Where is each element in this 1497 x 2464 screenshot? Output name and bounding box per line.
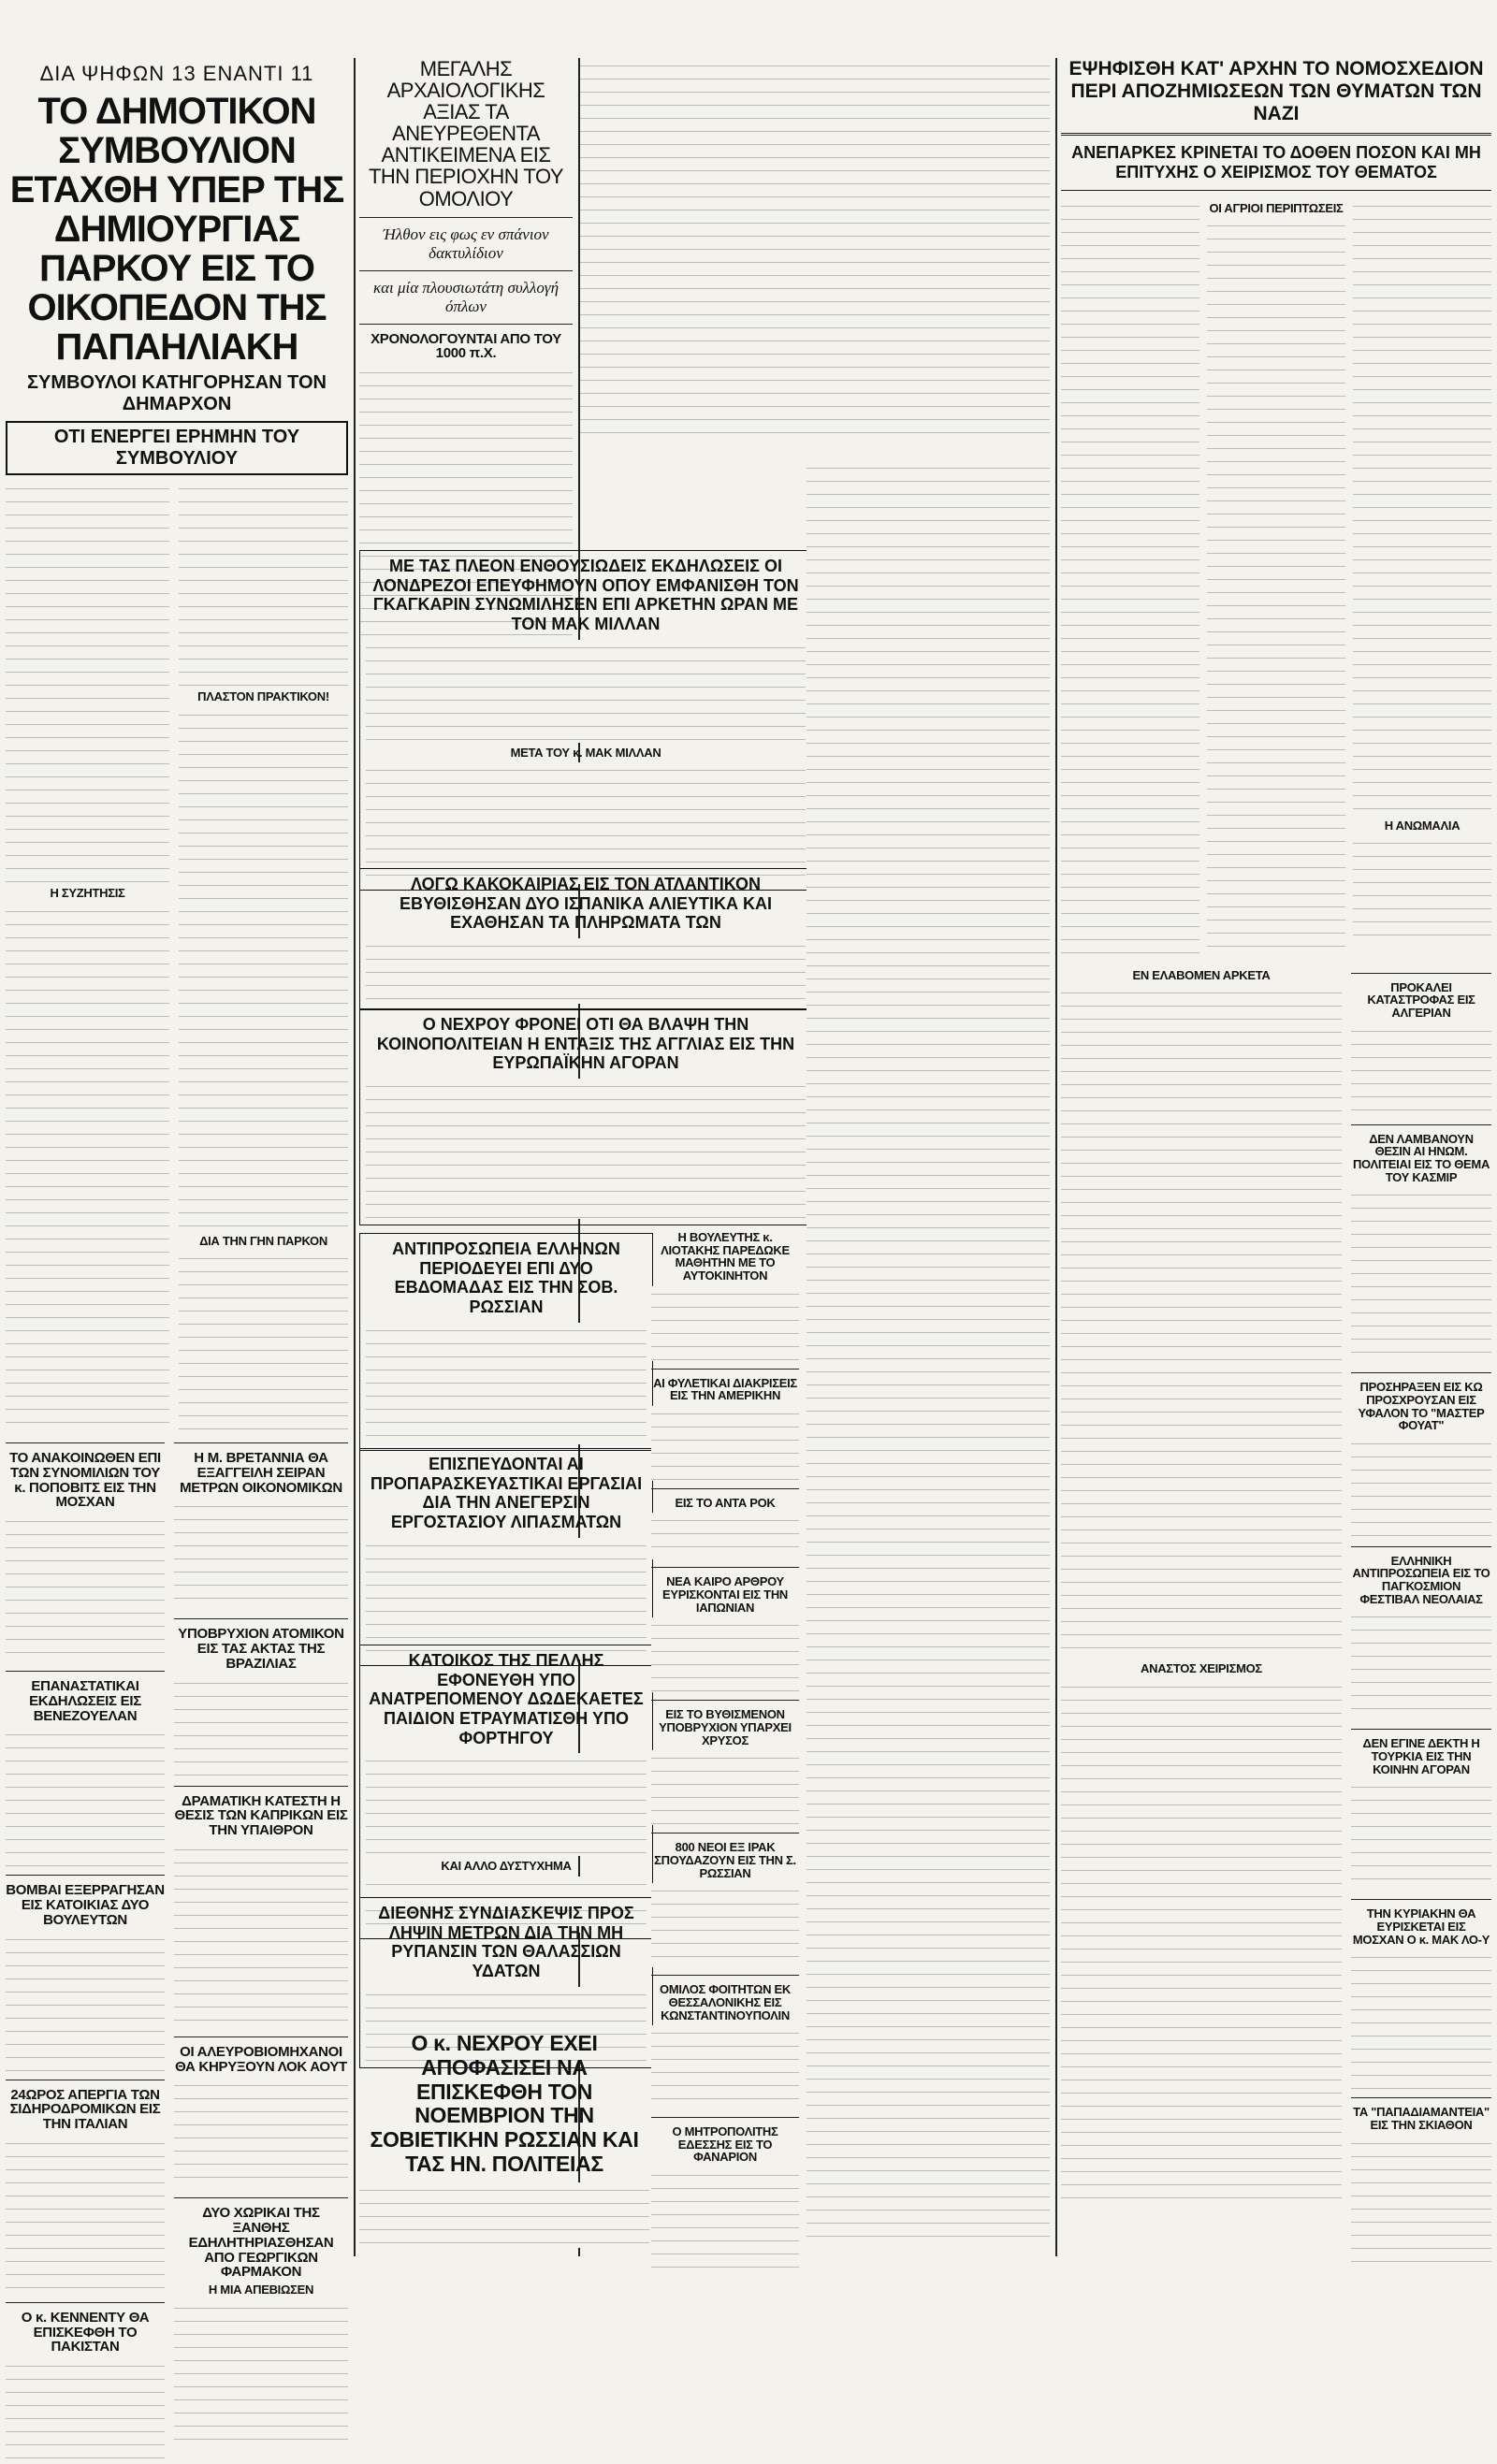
right-headline-2: ΑΝΕΠΑΡΚΕΣ ΚΡΙΝΕΤΑΙ ΤΟ ΔΟΘΕΝ ΠΟΣΟΝ ΚΑΙ ΜΗ ΕΠΙΤΥΧΗΣ Ο ΧΕΙΡΙΣΜΟΣ ΤΟΥ ΘΕΜΑΤΟΣ — [1071, 143, 1481, 182]
story-text-block — [1351, 1023, 1491, 1117]
sea-pollution-headline: ΔΙΕΘΝΗΣ ΣΥΝΔΙΑΣΚΕΨΙΣ ΠΡΟΣ ΛΗΨΙΝ ΜΕΤΡΩΝ ΔΙΑ ΤΗΝ ΜΗ ΡΥΠΑΝΣΙΝ ΤΩΝ ΘΑΛΑΣΣΙΩΝ ΥΔΑΤΩΝ — [378, 1904, 634, 1981]
right-lead-col-c — [1353, 198, 1491, 949]
story-headline: ΔΕΝ ΕΓΙΝΕ ΔΕΚΤΗ Η ΤΟΥΡΚΙΑ ΕΙΣ ΤΗΝ ΚΟΙΝΗΝ ΑΓΟΡΑΝ — [1362, 1736, 1480, 1776]
story-text-block — [1061, 985, 1342, 1659]
pella-story — [359, 1645, 653, 1939]
column-rule — [1055, 58, 1057, 2256]
archaeology-italic-2: και μία πλουσιωτάτη συλλογή όπλων — [372, 278, 560, 315]
right-lower — [1061, 965, 1491, 2303]
story-text-block — [807, 460, 1050, 2238]
fertilizer-story — [359, 1448, 653, 1666]
story-text-block — [6, 2136, 165, 2295]
delegation-story — [359, 1233, 653, 1451]
story-text-block — [1353, 835, 1491, 948]
right-lower-narrow — [1351, 965, 1491, 2267]
gagarin-subheadline: ΜΕΤΑ ΤΟΥ κ. ΜΑΚ ΜΙΛΛΑΝ — [510, 745, 661, 760]
lead-body-col-b — [179, 481, 348, 1435]
story-headline: ΒΟΜΒΑΙ ΕΞΕΡΡΑΓΗΣΑΝ ΕΙΣ ΚΑΤΟΙΚΙΑΣ ΔΥΟ ΒΟΥΛΕΥΤΩΝ — [6, 1882, 165, 1928]
right-subhead-4: Η ΑΝΩΜΑΛΙΑ — [1384, 818, 1461, 833]
story-headline: ΤΑ "ΠΑΠΑΔΙΑΜΑΝΤΕΙΑ" ΕΙΣ ΤΗΝ ΣΚΙΑΘΟΝ — [1353, 2105, 1490, 2132]
top-kicker: ΔΙΑ ΨΗΦΩΝ 13 ΕΝΑΝΤΙ 11 — [39, 62, 314, 85]
story-headline: Η ΒΟΥΛΕΥΤΗΣ κ. ΛΙΟΤΑΚΗΣ ΠΑΡΕΔΩΚΕ ΜΑΘΗΤΗΝ ΜΕ ΤΟ ΑΥΤΟΚΙΝΗΤΟΝ — [661, 1230, 790, 1283]
archaeology-italic-1: Ήλθον εις φως εν σπάνιον δακτυλίδιον — [383, 225, 549, 262]
lead-text-block — [179, 481, 348, 687]
right-subhead-1: ΟΙ ΑΓΡΙΟΙ ΠΕΡΙΠΤΩΣΕΙΣ — [1209, 200, 1344, 215]
story-text-block — [651, 1513, 799, 1559]
story-text-block — [174, 2078, 348, 2190]
story-text-block — [366, 1323, 647, 1444]
story-text-block — [366, 1753, 647, 1856]
story-text-block — [651, 2025, 799, 2109]
story-text-block — [174, 2300, 348, 2441]
story-headline: Η Μ. ΒΡΕΤΑΝΝΙΑ ΘΑ ΕΞΑΓΓΕΙΛΗ ΣΕΙΡΑΝ ΜΕΤΡΩΝ ΟΙΚΟΝΟΜΙΚΩΝ — [180, 1450, 342, 1496]
story-headline: ΠΡΟΚΑΛΕΙ ΚΑΤΑΣΤΡΟΦΑΣ ΕΙΣ ΑΛΓΕΡΙΑΝ — [1367, 979, 1475, 1021]
story-subheadline: Η ΜΙΑ ΑΠΕΒΙΩΣΕΝ — [208, 2283, 314, 2297]
story-headline: ΥΠΟΒΡΥΧΙΟΝ ΑΤΟΜΙΚΟΝ ΕΙΣ ΤΑΣ ΑΚΤΑΣ ΤΗΣ ΒΡΑΖΙΛΙΑΣ — [178, 1626, 344, 1672]
fertilizer-headline: ΕΠΙΣΠΕΥΔΟΝΤΑΙ ΑΙ ΠΡΟΠΑΡΑΣΚΕΥΑΣΤΙΚΑΙ ΕΡΓΑΣΙΑΙ ΔΙΑ ΤΗΝ ΑΝΕΓΕΡΣΙΝ ΕΡΓΟΣΤΑΣΙΟΥ ΛΙΠΑΣΜΑΤΩΝ — [370, 1455, 643, 1532]
story-headline: 24ΩΡΟΣ ΑΠΕΡΓΙΑ ΤΩΝ ΣΙΔΗΡΟΔΡΟΜΙΚΩΝ ΕΙΣ ΤΗΝ ΙΤΑΛΙΑΝ — [9, 2086, 161, 2132]
lead-subheadline-1: ΣΥΜΒΟΥΛΟΙ ΚΑΤΗΓΟΡΗΣΑΝ ΤΟΝ ΔΗΜΑΡΧΟΝ — [27, 372, 327, 414]
story-headline: ΝΕΑ ΚΑΙΡΟ ΑΡΘΡΟΥ ΕΥΡΙΣΚΟΝΤΑΙ ΕΙΣ ΤΗΝ ΙΑΠΩΝΙΑΝ — [661, 1574, 789, 1615]
story-text-block — [6, 1514, 165, 1663]
story-headline: ΔΥΟ ΧΩΡΙΚΑΙ ΤΗΣ ΞΑΝΘΗΣ ΕΔΗΛΗΤΗΡΙΑΣΘΗΣΑΝ ΑΠΟ ΓΕΩΡΓΙΚΩΝ ΦΑΡΜΑΚΟΝ — [188, 2205, 334, 2281]
story-headline: ΤΟ ΑΝΑΚΟΙΝΩΘΕΝ ΕΠΙ ΤΩΝ ΣΥΝΟΜΙΛΙΩΝ ΤΟΥ κ. ΠΟΠΟΒΙΤΣ ΕΙΣ ΤΗΝ ΜΟΣΧΑΝ — [9, 1450, 161, 1511]
story-headline: ΠΡΟΣΗΡΑΞΕΝ ΕΙΣ ΚΩ ΠΡΟΣΧΡΟΥΣΑΝ ΕΙΣ ΥΦΑΛΟΝ ΤΟ "ΜΑΣΤΕΡ ΦΟΥΑΤ" — [1358, 1380, 1485, 1433]
story-text-block — [651, 2167, 799, 2270]
story-text-block — [366, 1538, 647, 1660]
story-text-block — [366, 762, 806, 884]
story-text-block — [6, 1727, 165, 1867]
story-headline: ΕΙΣ ΤΟ ΑΝΤΑ ΡΟΚ — [675, 1495, 776, 1510]
lead-text-block — [179, 1251, 348, 1438]
right-lower-wide — [1061, 965, 1342, 2203]
story-text-block — [1351, 1436, 1491, 1539]
story-text-block — [1207, 218, 1345, 948]
story-text-block — [651, 1750, 799, 1825]
story-headline: ΟΙ ΑΛΕΥΡΟΒΙΟΜΗΧΑΝΟΙ ΘΑ ΚΗΡΥΞΟΥΝ ΛΟΚ ΑΟΥΤ — [175, 2043, 347, 2075]
story-text-block — [366, 938, 806, 1004]
gagarin-story — [359, 550, 812, 891]
story-text-block — [1351, 1949, 1491, 2090]
atlantic-story — [359, 868, 812, 1010]
story-headline: ΔΕΝ ΛΑΜΒΑΝΟΥΝ ΘΕΣΙΝ ΑΙ ΗΝΩΜ. ΠΟΛΙΤΕΙΑΙ ΕΙΣ ΤΟ ΘΕΜΑ ΤΟΥ ΚΑΣΜΙΡ — [1352, 1131, 1490, 1184]
story-text-block — [6, 2358, 165, 2461]
lead-body-col-a — [6, 481, 169, 1435]
pella-headline: ΚΑΤΟΙΚΟΣ ΤΗΣ ΠΕΛΛΗΣ ΕΦΟΝΕΥΘΗ ΥΠΟ ΑΝΑΤΡΕΠΟΜΕΝΟΥ ΔΩΔΕΚΑΕΤΕΣ ΠΑΙΔΙΟΝ ΕΤΡΑΥΜΑΤΙΣΘΗ ΥΠΟ ΦΟΡΤΗΓΟΥ — [369, 1651, 644, 1747]
lead-subheadline-2: ΟΤΙ ΕΝΕΡΓΕΙ ΕΡΗΜΗΝ ΤΟΥ ΣΥΜΒΟΥΛΙΟΥ — [6, 421, 348, 475]
story-text-block — [359, 2182, 649, 2248]
story-headline: ΕΙΣ ΤΟ ΒΥΘΙΣΜΕΝΟΝ ΥΠΟΒΡΥΧΙΟΝ ΥΠΑΡΧΕΙ ΧΡΥΣΟΣ — [659, 1707, 792, 1747]
story-text-block — [651, 1406, 799, 1481]
story-text-block — [174, 1675, 348, 1778]
lead-text-block — [6, 481, 169, 883]
lead-subhead-c: ΔΙΑ ΤΗΝ ΓΗΝ ΠΑΡΚΟΝ — [199, 1233, 327, 1248]
story-headline: ΟΜΙΛΟΣ ΦΟΙΤΗΤΩΝ ΕΚ ΘΕΣΣΑΛΟΝΙΚΗΣ ΕΙΣ ΚΩΝΣΤΑΝΤΙΝΟΥΠΟΛΙΝ — [660, 1982, 791, 2022]
nehru-visit-story — [359, 2032, 649, 2248]
story-headline: ΔΡΑΜΑΤΙΚΗ ΚΑΤΕΣΤΗ Η ΘΕΣΙΣ ΤΩΝ ΚΑΠΡΙΚΩΝ ΕΙΣ ΤΗΝ ΥΠΑΙΘΡΟΝ — [174, 1792, 348, 1838]
delegation-headline: ΑΝΤΙΠΡΟΣΩΠΕΙΑ ΕΛΛΗΝΩΝ ΠΕΡΙΟΔΕΥΕΙ ΕΠΙ ΔΥΟ ΕΒΔΟΜΑΔΑΣ ΕΙΣ ΤΗΝ ΣΟΒ. ΡΩΣΣΙΑΝ — [392, 1239, 620, 1317]
right-lead-body — [1061, 198, 1491, 965]
story-text-block — [174, 1842, 348, 2029]
story-headline: ΑΙ ΦΥΛΕΤΙΚΑΙ ΔΙΑΚΡΙΣΕΙΣ ΕΙΣ ΤΗΝ ΑΜΕΡΙΚΗΝ — [653, 1375, 797, 1403]
story-headline: ΕΛΛΗΝΙΚΗ ΑΝΤΙΠΡΟΣΩΠΕΙΑ ΕΙΣ ΤΟ ΠΑΓΚΟΣΜΙΟΝ ΦΕΣΤΙΒΑΛ ΝΕΟΛΑΙΑΣ — [1352, 1553, 1490, 1606]
story-text-block — [1351, 1187, 1491, 1365]
archaeology-headline: ΜΕΓΑΛΗΣ ΑΡΧΑΙΟΛΟΓΙΚΗΣ ΑΞΙΑΣ ΤΑ ΑΝΕΥΡΕΘΕΝΤΑ ΑΝΤΙΚΕΙΜΕΝΑ ΕΙΣ ΤΗΝ ΠΕΡΙΟΧΗΝ ΤΟΥ ΟΜΟΛΙΟΥ — [368, 57, 564, 210]
nehru-market-story — [359, 1008, 812, 1225]
story-headline: ΤΗΝ ΚΥΡΙΑΚΗΝ ΘΑ ΕΥΡΙΣΚΕΤΑΙ ΕΙΣ ΜΟΣΧΑΝ Ο κ. ΜΑΚ ΛΟ-Υ — [1352, 1906, 1490, 1947]
story-headline: Ο ΜΗΤΡΟΠΟΛΙΤΗΣ ΕΔΕΣΣΗΣ ΕΙΣ ΤΟ ΦΑΝΑΡΙΟΝ — [672, 2124, 778, 2165]
nehru-market-headline: Ο ΝΕΧΡΟΥ ΦΡΟΝΕΙ ΟΤΙ ΘΑ ΒΛΑΨΗ ΤΗΝ ΚΟΙΝΟΠΟΛΙΤΕΙΑΝ Η ΕΝΤΑΞΙΣ ΤΗΣ ΑΓΓΛΙΑΣ ΕΙΣ ΤΗΝ ΕΥΡΩΠΑΪΚΗΝ ΑΓΟΡΑΝ — [376, 1015, 795, 1073]
right-subhead-2: ΕΝ ΕΛΑΒΟΜΕΝ ΑΡΚΕΤΑ — [1132, 967, 1271, 982]
lead-subhead-b: Η ΣΥΖΗΤΗΣΙΣ — [50, 886, 125, 900]
right-headline-1: ΕΨΗΦΙΣΘΗ ΚΑΤ' ΑΡΧΗΝ ΤΟ ΝΟΜΟΣΧΕΔΙΟΝ ΠΕΡΙ ΑΠΟΖΗΜΙΩΣΕΩΝ ΤΩΝ ΘΥΜΑΤΩΝ ΤΩΝ ΝΑΖΙ — [1068, 58, 1484, 125]
pella-subheadline: ΚΑΙ ΑΛΛΟ ΔΥΣΤΥΧΗΜΑ — [441, 1859, 572, 1874]
story-headline: ΕΠΑΝΑΣΤΑΤΙΚΑΙ ΕΚΔΗΛΩΣΕΙΣ ΕΙΣ ΒΕΝΕΖΟΥΕΛΑΝ — [29, 1678, 141, 1724]
story-text-block — [651, 1617, 799, 1692]
story-text-block — [1353, 198, 1491, 816]
lead-subhead-a: ΠΛΑΣΤΟΝ ΠΡΑΚΤΙΚΟΝ! — [197, 689, 329, 703]
right-subhead-3: ΑΝΑΣΤΟΣ ΧΕΙΡΙΣΜΟΣ — [1141, 1661, 1262, 1676]
story-text-block — [1351, 1609, 1491, 1721]
lead-text-block — [179, 707, 348, 1231]
story-text-block — [1351, 2136, 1491, 2267]
left-inner-stories — [174, 1435, 348, 2441]
nehru-visit-headline: Ο κ. ΝΕΧΡΟΥ ΕΧΕΙ ΑΠΟΦΑΣΙΣΕΙ ΝΑ ΕΠΙΣΚΕΦΘΗ ΤΟΝ ΝΟΕΜΒΡΙΟΝ ΤΗΝ ΣΟΒΙΕΤΙΚΗΝ ΡΩΣΣΙΑΝ ΚΑΙ ΤΑΣ ΗΝ. ΠΟΛΙΤΕΙΑΣ — [370, 2031, 639, 2176]
story-text-block — [1061, 198, 1199, 965]
story-text-block — [651, 1883, 799, 1967]
right-column — [1061, 58, 1491, 2261]
story-headline: Ο κ. ΚΕΝΝΕΝΤΥ ΘΑ ΕΠΙΣΚΕΦΘΗ ΤΟ ΠΑΚΙΣΤΑΝ — [21, 2309, 150, 2355]
lead-headline: ΤΟ ΔΗΜΟΤΙΚΟΝ ΣΥΜΒΟΥΛΙΟΝ ΕΤΑΧΘΗ ΥΠΕΡ ΤΗΣ ΔΗΜΙΟΥΡΓΙΑΣ ΠΑΡΚΟΥ ΕΙΣ ΤΟ ΟΙΚΟΠΕΔΟΝ ΤΗΣ ΠΑΠΑΗΛΙΑΚΗ — [9, 91, 344, 368]
story-text-block — [366, 1079, 806, 1219]
story-text-block — [6, 1932, 165, 2072]
archaeology-subheadline: ΧΡΟΝΟΛΟΓΟΥΝΤΑΙ ΑΠΟ ΤΟΥ 1000 π.Χ. — [371, 330, 561, 362]
story-text-block — [366, 640, 806, 743]
left-narrow-stories — [6, 1435, 165, 2461]
lead-text-block — [6, 904, 169, 1428]
left-lower-area — [6, 1435, 348, 2464]
story-text-block — [1061, 1679, 1342, 2203]
story-text-block — [651, 1286, 799, 1361]
gagarin-headline: ΜΕ ΤΑΣ ΠΛΕΟΝ ΕΝΘΟΥΣΙΩΔΕΙΣ ΕΚΔΗΛΩΣΕΙΣ ΟΙ ΛΟΝΔΡΕΖΟΙ ΕΠΕΥΦΗΜΟΥΝ ΟΠΟΥ ΕΜΦΑΝΙΣΘΗ ΤΟΝ ΓΚΑΓΚΑΡΙΝ ΣΥΝΩΜΙΛΗΣΕΝ ΕΠΙ ΑΡΚΕΤΗΝ ΩΡΑΝ ΜΕ ΤΟΝ ΜΑΚ ΜΙΛΛΑΝ — [372, 557, 799, 634]
middle-section — [359, 58, 1050, 2261]
column-rule — [354, 58, 356, 2256]
middle-narrow-stack — [651, 1227, 799, 2270]
middle-right-area — [580, 58, 1050, 442]
left-column — [6, 60, 348, 2355]
story-text-block — [580, 58, 1050, 442]
atlantic-headline: ΛΟΓΩ ΚΑΚΟΚΑΙΡΙΑΣ ΕΙΣ ΤΟΝ ΑΤΛΑΝΤΙΚΟΝ ΕΒΥΘΙΣΘΗΣΑΝ ΔΥΟ ΙΣΠΑΝΙΚΑ ΑΛΙΕΥΤΙΚΑ ΚΑΙ ΕΧΑΘΗΣΑΝ ΤΑ ΠΛΗΡΩΜΑΤΑ ΤΩΝ — [399, 875, 773, 933]
right-lead-col-b — [1207, 198, 1345, 949]
story-headline: 800 ΝΕΟΙ ΕΞ ΙΡΑΚ ΣΠΟΥΔΑΖΟΥΝ ΕΙΣ ΤΗΝ Σ. ΡΩΣΣΙΑΝ — [654, 1840, 796, 1880]
story-text-block — [1351, 1779, 1491, 1891]
lead-body — [6, 481, 348, 1435]
story-text-block — [174, 1499, 348, 1611]
